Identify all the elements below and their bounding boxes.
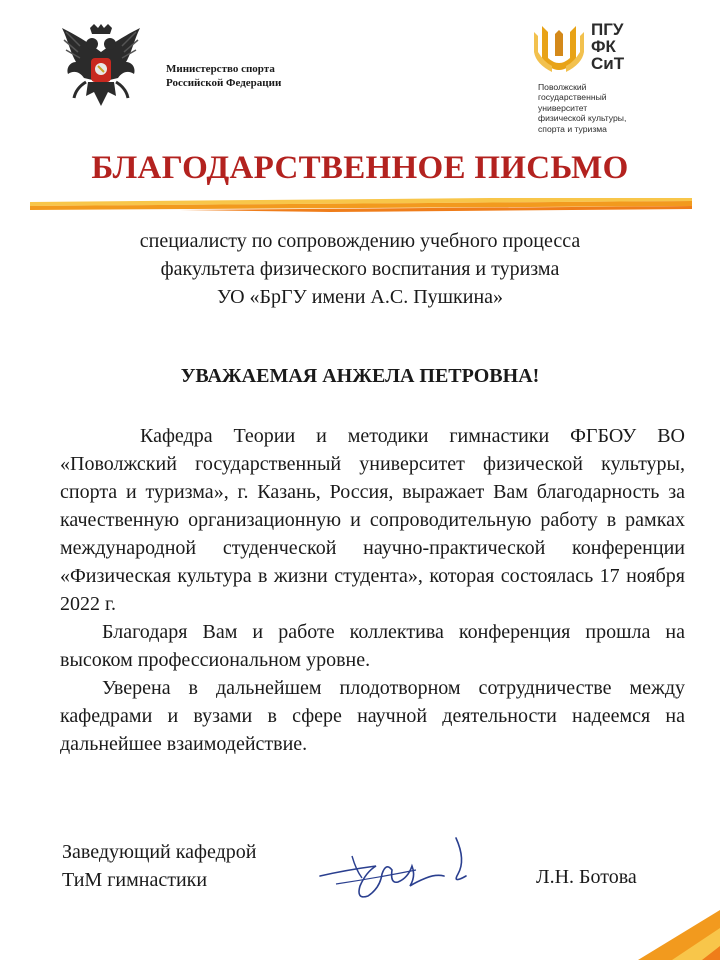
addressee-line: специалисту по сопровождению учебного процесса (139, 230, 581, 252)
ministry-line: Российской Федерации (166, 77, 282, 89)
decorative-stripe (30, 198, 692, 212)
letter-body (60, 422, 685, 758)
abbr-line: СиТ (591, 54, 625, 73)
ministry-line: Министерство спорта (166, 63, 275, 75)
abbr-line: ПГУ (591, 20, 624, 39)
university-name-line: государственный (538, 92, 607, 103)
signatory-position (62, 838, 257, 894)
position-line: Заведующий кафедрой (62, 841, 257, 863)
university-name-line: Поволжский (538, 82, 587, 92)
university-name-line: спорта и туризма (538, 123, 607, 134)
ministry-name (166, 62, 281, 90)
signatory-name: Л.Н. Ботова (536, 866, 637, 888)
russian-eagle-emblem-icon (58, 22, 144, 112)
body-paragraph: Благодаря Вам и работе коллектива конференция прошла на высоком профессиональном уровне. (60, 621, 685, 671)
university-name-line: университет (538, 102, 588, 113)
university-logo-icon (530, 22, 588, 78)
addressee-line: УО «БрГУ имени А.С. Пушкина» (216, 286, 504, 308)
corner-decoration (598, 900, 720, 960)
salutation: УВАЖАЕМАЯ АНЖЕЛА ПЕТРОВНА! (180, 365, 540, 387)
university-name (538, 82, 626, 134)
university-abbreviation (591, 21, 624, 72)
handwritten-signature (316, 826, 486, 908)
position-line: ТиМ гимнастики (62, 869, 208, 891)
abbr-line: ФК (591, 37, 616, 56)
letter-title: БЛАГОДАРСТВЕННОЕ ПИСЬМО (91, 150, 629, 186)
body-paragraph: Кафедра Теории и методики гимнастики ФГБОУ ВО «Поволжский государственный университет физической культуры, спорта и туризма», г. Казань, Россия, выражает Вам благодарность за качественную организационную и сопроводительную работу в рамках международной студенческой научно-практической конференции «Физическая культура в жизни студента», которая состоялась 17 ноября 2022 г. (60, 425, 685, 615)
addressee (0, 227, 720, 311)
university-name-line: физической культуры, (538, 113, 627, 124)
body-paragraph: Уверена в дальнейшем плодотворном сотрудничестве между кафедрами и вузами в сфере научной деятельности надеемся на дальнейшее взаимодействие. (60, 677, 685, 755)
addressee-line: факультета физического воспитания и туризма (160, 258, 560, 280)
